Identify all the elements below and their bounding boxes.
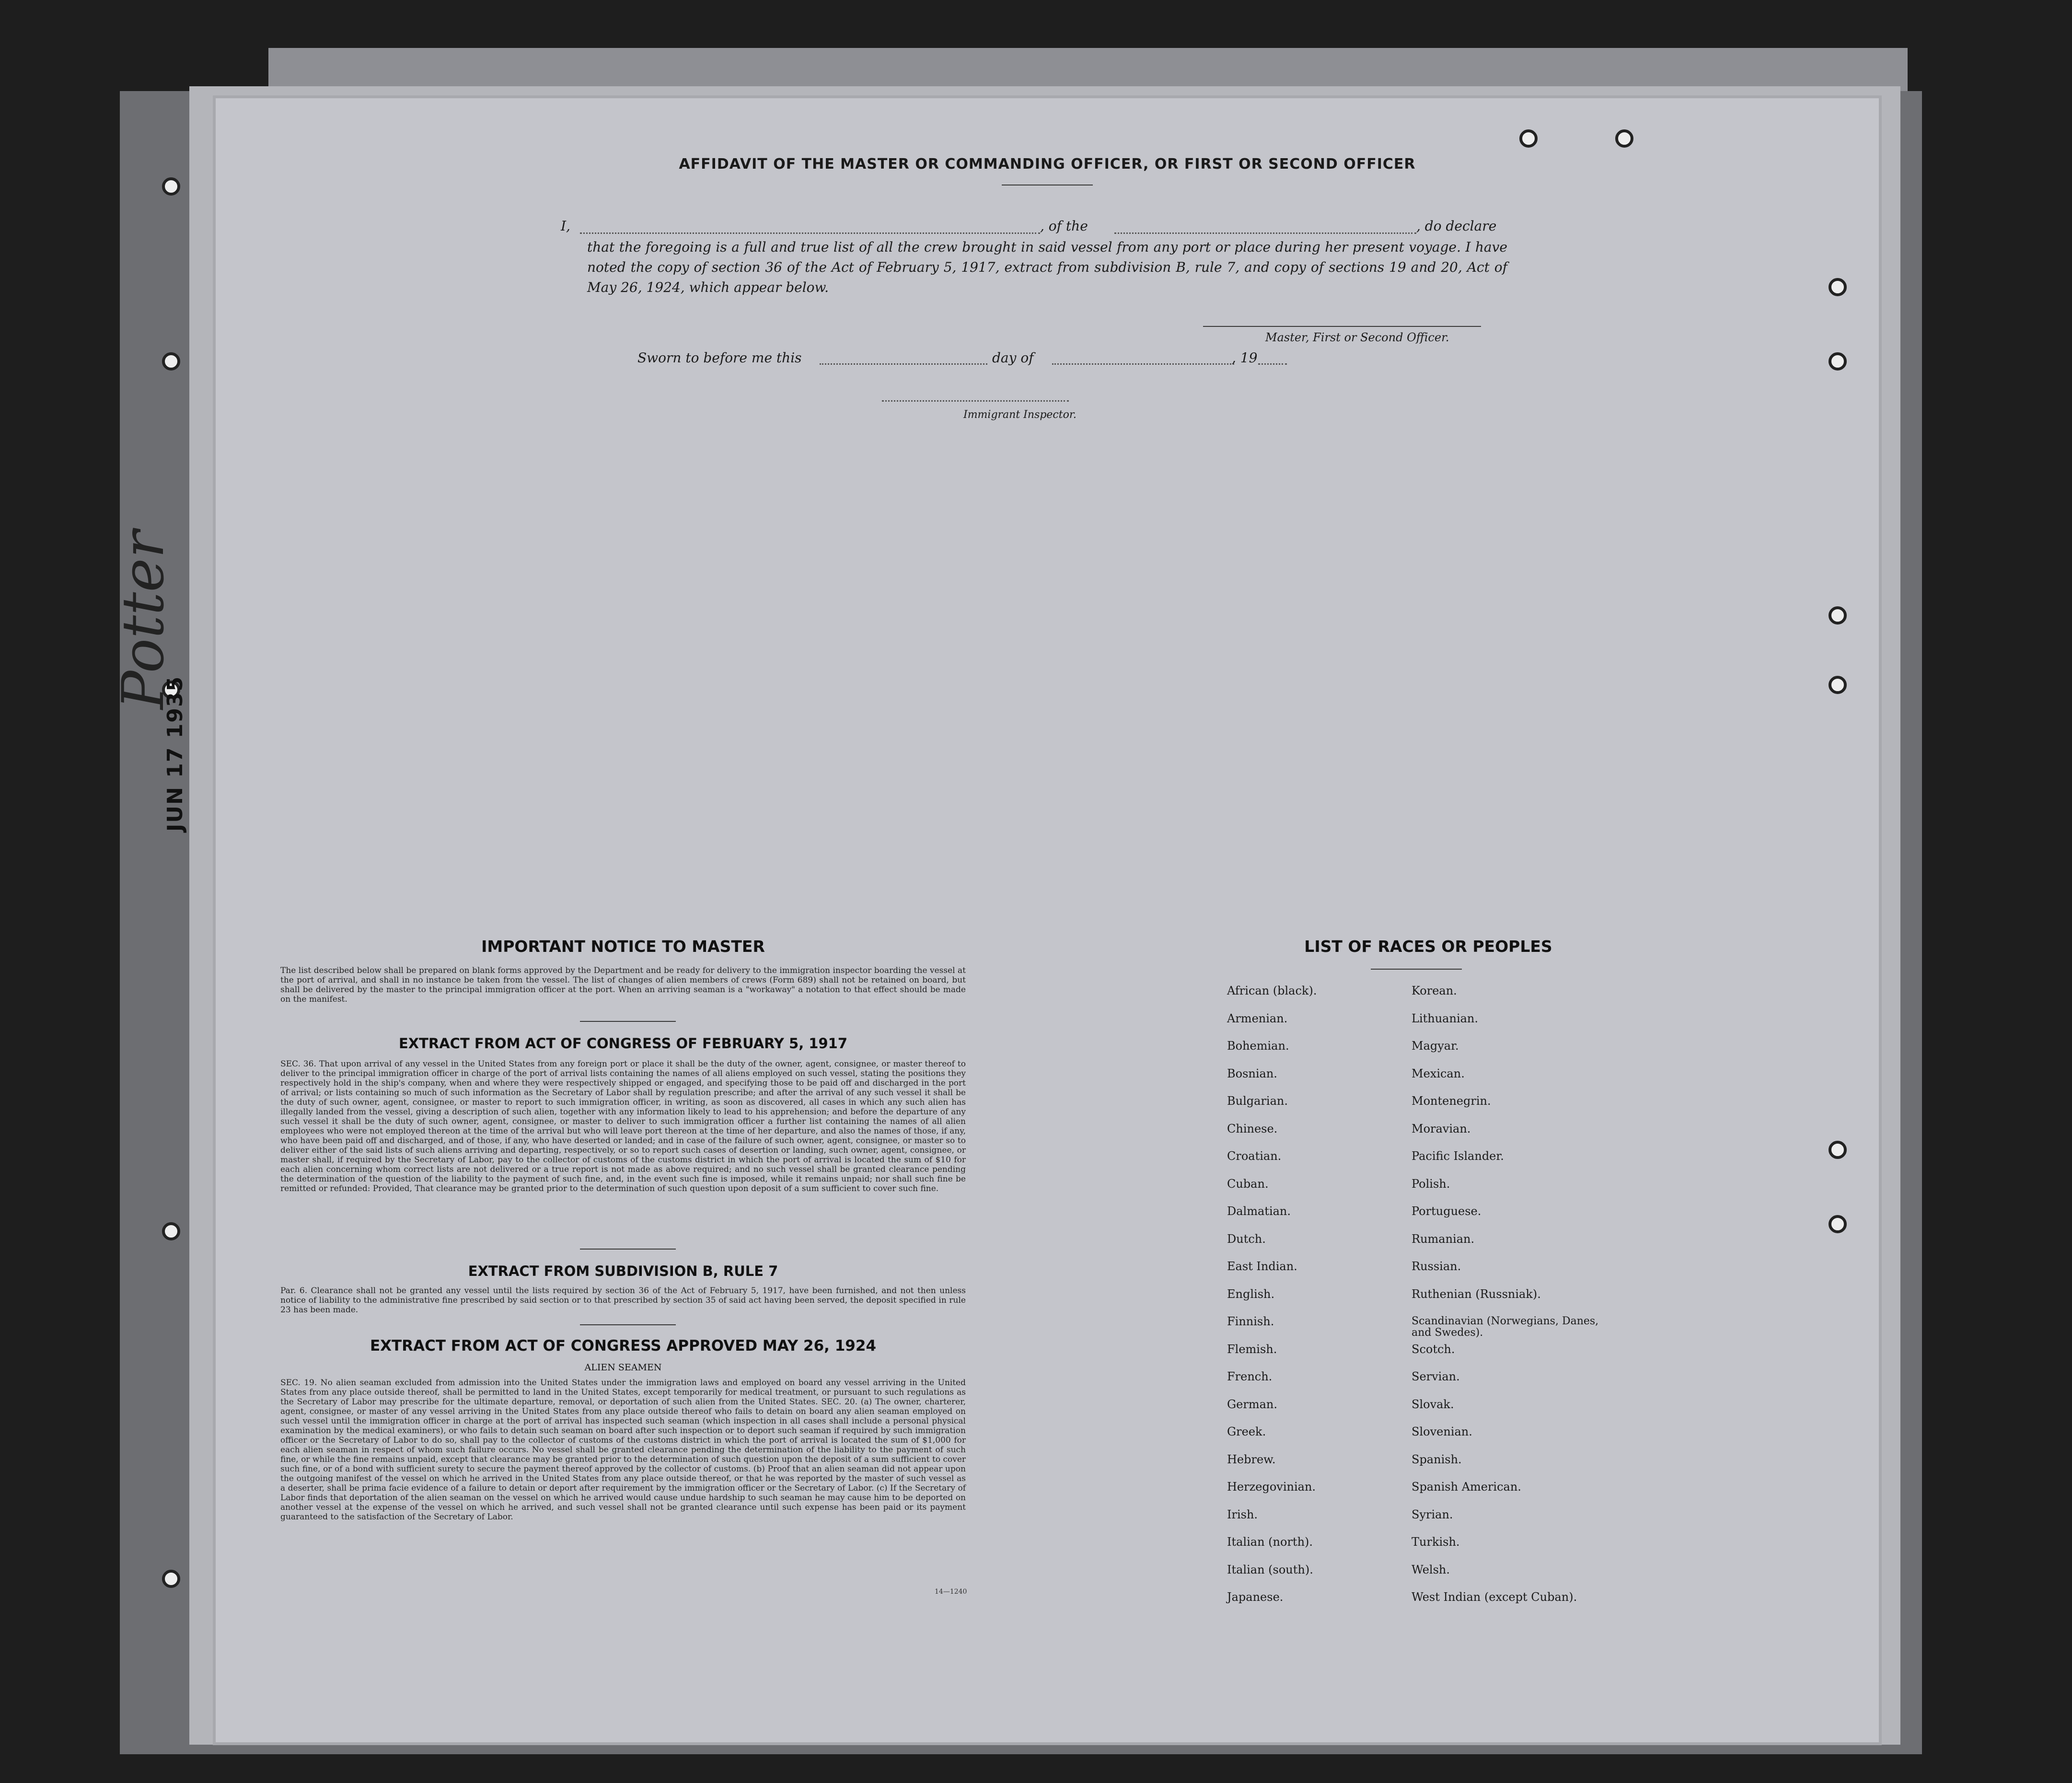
race-entry: Italian (north). — [1227, 1535, 1313, 1549]
binding-hole — [1519, 129, 1538, 148]
alien-seamen-subtitle: ALIEN SEAMEN — [584, 1362, 662, 1373]
race-entry: Croatian. — [1227, 1149, 1282, 1163]
race-entry: Chinese. — [1227, 1122, 1278, 1135]
extract-1917-title: EXTRACT FROM ACT OF CONGRESS OF FEBRUARY 5, 1917 — [398, 1035, 848, 1052]
race-entry: Cuban. — [1227, 1177, 1269, 1191]
race-entry: Rumanian. — [1412, 1232, 1475, 1246]
subdivision-text: Par. 6. Clearance shall not be granted any vessel until the lists required by section 36 of the Act of February 5, 1917, have been furnished, and not then unless notice of liability to the administrative fine prescribed by said section or to that prescribed by section 35 of said act having been served, the deposit specified in rule 23 has been made. — [280, 1286, 966, 1315]
binding-hole — [1829, 676, 1847, 694]
race-entry: Bulgarian. — [1227, 1094, 1288, 1108]
affidavit-do-declare: , do declare — [1416, 218, 1497, 234]
subdivision-title: EXTRACT FROM SUBDIVISION B, RULE 7 — [468, 1263, 778, 1279]
notice-text: The list described below shall be prepared on blank forms approved by the Department and be ready for delivery to the immigration inspector boarding the vessel at the port of arrival, and shall in no instance be taken from the vessel. The list of changes of alien members of crews (Form 689) shall not be retained on board, but shall be delivered by the master to the principal immigration officer at the port. When an arriving seaman is a "workaway" a notation to that effect should be made on the manifest. — [280, 966, 966, 1004]
binding-hole — [1829, 278, 1847, 296]
signature-line — [1203, 326, 1481, 327]
race-entry: French. — [1227, 1370, 1273, 1383]
race-entry: Welsh. — [1412, 1563, 1450, 1576]
race-entry: Spanish. — [1412, 1452, 1462, 1466]
race-entry: Servian. — [1412, 1370, 1460, 1383]
extract-1924-title: EXTRACT FROM ACT OF CONGRESS APPROVED MAY 26, 1924 — [370, 1337, 877, 1355]
binding-hole — [1829, 606, 1847, 625]
binding-hole — [162, 352, 180, 370]
divider — [580, 1249, 676, 1250]
sworn-label: Sworn to before me this — [637, 350, 802, 366]
race-entry: Slovak. — [1412, 1397, 1454, 1411]
race-entry: German. — [1227, 1397, 1277, 1411]
races-column-2 — [1412, 985, 1613, 1619]
binding-hole — [1829, 352, 1847, 370]
race-entry: Scandinavian (Norwegians, Danes, and Swedes). — [1412, 1315, 1599, 1339]
race-entry: West Indian (except Cuban). — [1412, 1590, 1577, 1604]
year-blank — [1258, 363, 1287, 365]
race-entry: Portuguese. — [1412, 1204, 1482, 1218]
affidavit-i: I, — [561, 218, 570, 234]
race-entry: Polish. — [1412, 1177, 1450, 1191]
race-entry: East Indian. — [1227, 1260, 1297, 1273]
manifest-page — [216, 98, 1879, 1742]
extract-1924-text: SEC. 19. No alien seaman excluded from admission into the United States under the immigration laws and employed on board any vessel arriving in the United States from any place outside thereof, shall be permitted to land in the United States, except temporarily for medical treatment, or pursuant to such regulations as the Secretary of Labor may prescribe for the ultimate departure, removal, or deportation of such alien from the United States. SEC. 20. (a) The owner, charterer, agent, consignee, or master of any vessel arriving in the United States from any place outside thereof who fails to detain on board any alien seaman employed on such vessel until the immigration officer in charge at the port of arrival has inspected such seaman (which inspection in all cases shall include a personal physical examination by the medical examiners), or who fails to detain such seaman on board after such inspection or to deport such seaman if required by such immigration officer or the Secretary of Labor to do so, shall pay to the collector of customs of the customs district in which the port of arrival is located the sum of $1,000 for each alien seaman in respect of whom such failure occurs. No vessel shall be granted clearance pending the determination of the liability to the payment of such fine, or while the fine remains unpaid, except that clearance may be granted prior to the determination of such question upon the deposit of a sum sufficient to cover such fine, or of a bond with sufficient surety to secure the payment thereof approved by the collector of customs. (b) Proof that an alien seaman did not appear upon the outgoing manifest of the vessel on which he arrived in the United States from any place outside thereof, or that he was reported by the master of such vessel as a deserter, shall be prima facie evidence of a failure to detain or deport after requirement by the immigration officer or the Secretary of Labor. (c) If the Secretary of Labor finds that deportation of the alien seaman on the vessel on which he arrived would cause undue hardship to such seaman he may cause him to be deported on another vessel at the expense of the vessel on which he arrived, and such vessel shall not be granted clearance until such expense has been paid or its payment guaranteed to the satisfaction of the Secretary of Labor. — [280, 1378, 966, 1522]
inspector-signature-line — [882, 400, 1069, 402]
race-entry: Russian. — [1412, 1260, 1461, 1273]
race-entry: African (black). — [1227, 984, 1317, 997]
binding-hole — [162, 1570, 180, 1588]
month-blank — [1052, 363, 1234, 365]
sworn-day-blank — [820, 363, 987, 365]
race-entry: Korean. — [1412, 984, 1457, 997]
race-entry: Greek. — [1227, 1425, 1266, 1438]
race-entry: Flemish. — [1227, 1342, 1277, 1356]
race-entry: Lithuanian. — [1412, 1011, 1479, 1025]
notice-title: IMPORTANT NOTICE TO MASTER — [481, 937, 765, 956]
race-entry: English. — [1227, 1287, 1275, 1301]
affidavit-body: that the foregoing is a full and true list of all the crew brought in said vessel from any port or place during her present voyage. I have noted the copy of section 36 of the Act of February 5, 1917, extract from subdivision B, rule 7, and copy of sections 19 and 20, Act of May 26, 1924, which appear below. — [587, 239, 1507, 295]
year-label: , 19 — [1232, 350, 1258, 366]
race-entry: Dutch. — [1227, 1232, 1266, 1246]
race-entry: Hebrew. — [1227, 1452, 1276, 1466]
divider — [1371, 969, 1462, 970]
race-entry: Dalmatian. — [1227, 1204, 1291, 1218]
race-entry: Armenian. — [1227, 1011, 1288, 1025]
race-entry: Irish. — [1227, 1507, 1258, 1521]
race-entry: Herzegovinian. — [1227, 1480, 1316, 1494]
extract-1917-text: SEC. 36. That upon arrival of any vessel in the United States from any foreign port or place it shall be the duty of the owner, agent, consignee, or master thereof to deliver to the principal immigration officer in charge of the port of arrival lists containing the names of all aliens employed on such vessel, stating the positions they respectively hold in the ship's company, when and where they were respectively shipped or engaged, and specifying those to be paid off and discharged in the port of arrival; or lists containing so much of such information as the Secretary of Labor shall by regulation prescribe; and after the arrival of any such vessel it shall be the duty of such owner, agent, consignee, or master to report to such immigration officer, in writing, as soon as discovered, all cases in which any such alien has illegally landed from the vessel, giving a description of such alien, together with any information likely to lead to his apprehension; and before the departure of any such vessel it shall be the duty of such owner, agent, consignee, or master to deliver to such immigration officer a further list containing the names of all alien employees who were not employed thereon at the time of the arrival but who will leave port thereon at the time of her departure, and also the names of those, if any, who have been paid off and discharged, and of those, if any, who have deserted or landed; and in case of the failure of such owner, agent, consignee, or master so to deliver either of the said lists of such aliens arriving and departing, respectively, or so to report such cases of desertion or landing, such owner, agent, consignee, or master shall, if required by the Secretary of Labor, pay to the collector of customs of the customs district in which the port of arrival is located the sum of $10 for each alien concerning whom correct lists are not delivered or a true report is not made as above required; and no such vessel shall be granted clearance pending the determination of the question of the liability to the payment of such fine, and, in the event such fine is imposed, while it remains unpaid; nor shall such fine be remitted or refunded: Provided, That clearance may be granted prior to the determination of such question upon deposit of a sum sufficient to cover such fine. — [280, 1059, 966, 1193]
binding-hole — [1829, 1215, 1847, 1233]
affidavit-of-the: , of the — [1040, 218, 1088, 234]
race-entry: Slovenian. — [1412, 1425, 1472, 1438]
binding-hole — [1615, 129, 1633, 148]
handwritten-name: Potter — [110, 531, 177, 709]
name-blank — [580, 232, 1040, 234]
race-entry: Ruthenian (Russniak). — [1412, 1287, 1541, 1301]
race-entry: Moravian. — [1412, 1122, 1471, 1135]
race-entry: Japanese. — [1227, 1590, 1284, 1604]
race-entry: Syrian. — [1412, 1507, 1453, 1521]
vessel-blank — [1114, 232, 1416, 234]
inspector-caption: Immigrant Inspector. — [963, 409, 1077, 421]
race-entry: Scotch. — [1412, 1342, 1455, 1356]
race-entry: Mexican. — [1412, 1066, 1465, 1080]
day-of-label: day of — [992, 350, 1034, 366]
binding-hole — [162, 177, 180, 196]
race-entry: Pacific Islander. — [1412, 1149, 1504, 1163]
race-entry: Italian (south). — [1227, 1563, 1313, 1576]
received-date-stamp: JUN 17 1935 — [163, 675, 187, 832]
race-entry: Montenegrin. — [1412, 1094, 1491, 1108]
race-entry: Turkish. — [1412, 1535, 1460, 1549]
divider — [580, 1324, 676, 1325]
master-caption: Master, First or Second Officer. — [1265, 331, 1449, 344]
race-entry: Finnish. — [1227, 1315, 1274, 1328]
binding-hole — [1829, 1141, 1847, 1159]
race-entry: Bosnian. — [1227, 1066, 1277, 1080]
races-title: LIST OF RACES OR PEOPLES — [1304, 937, 1552, 956]
affidavit-title: AFFIDAVIT OF THE MASTER OR COMMANDING OFFICER, OR FIRST OR SECOND OFFICER — [679, 156, 1416, 173]
races-column-1 — [1227, 985, 1400, 1619]
race-entry: Bohemian. — [1227, 1039, 1289, 1053]
race-entry: Magyar. — [1412, 1039, 1459, 1053]
race-entry: Spanish American. — [1412, 1480, 1521, 1494]
binding-hole — [162, 1222, 180, 1240]
form-number: 14—1240 — [935, 1588, 967, 1596]
divider — [580, 1021, 676, 1022]
